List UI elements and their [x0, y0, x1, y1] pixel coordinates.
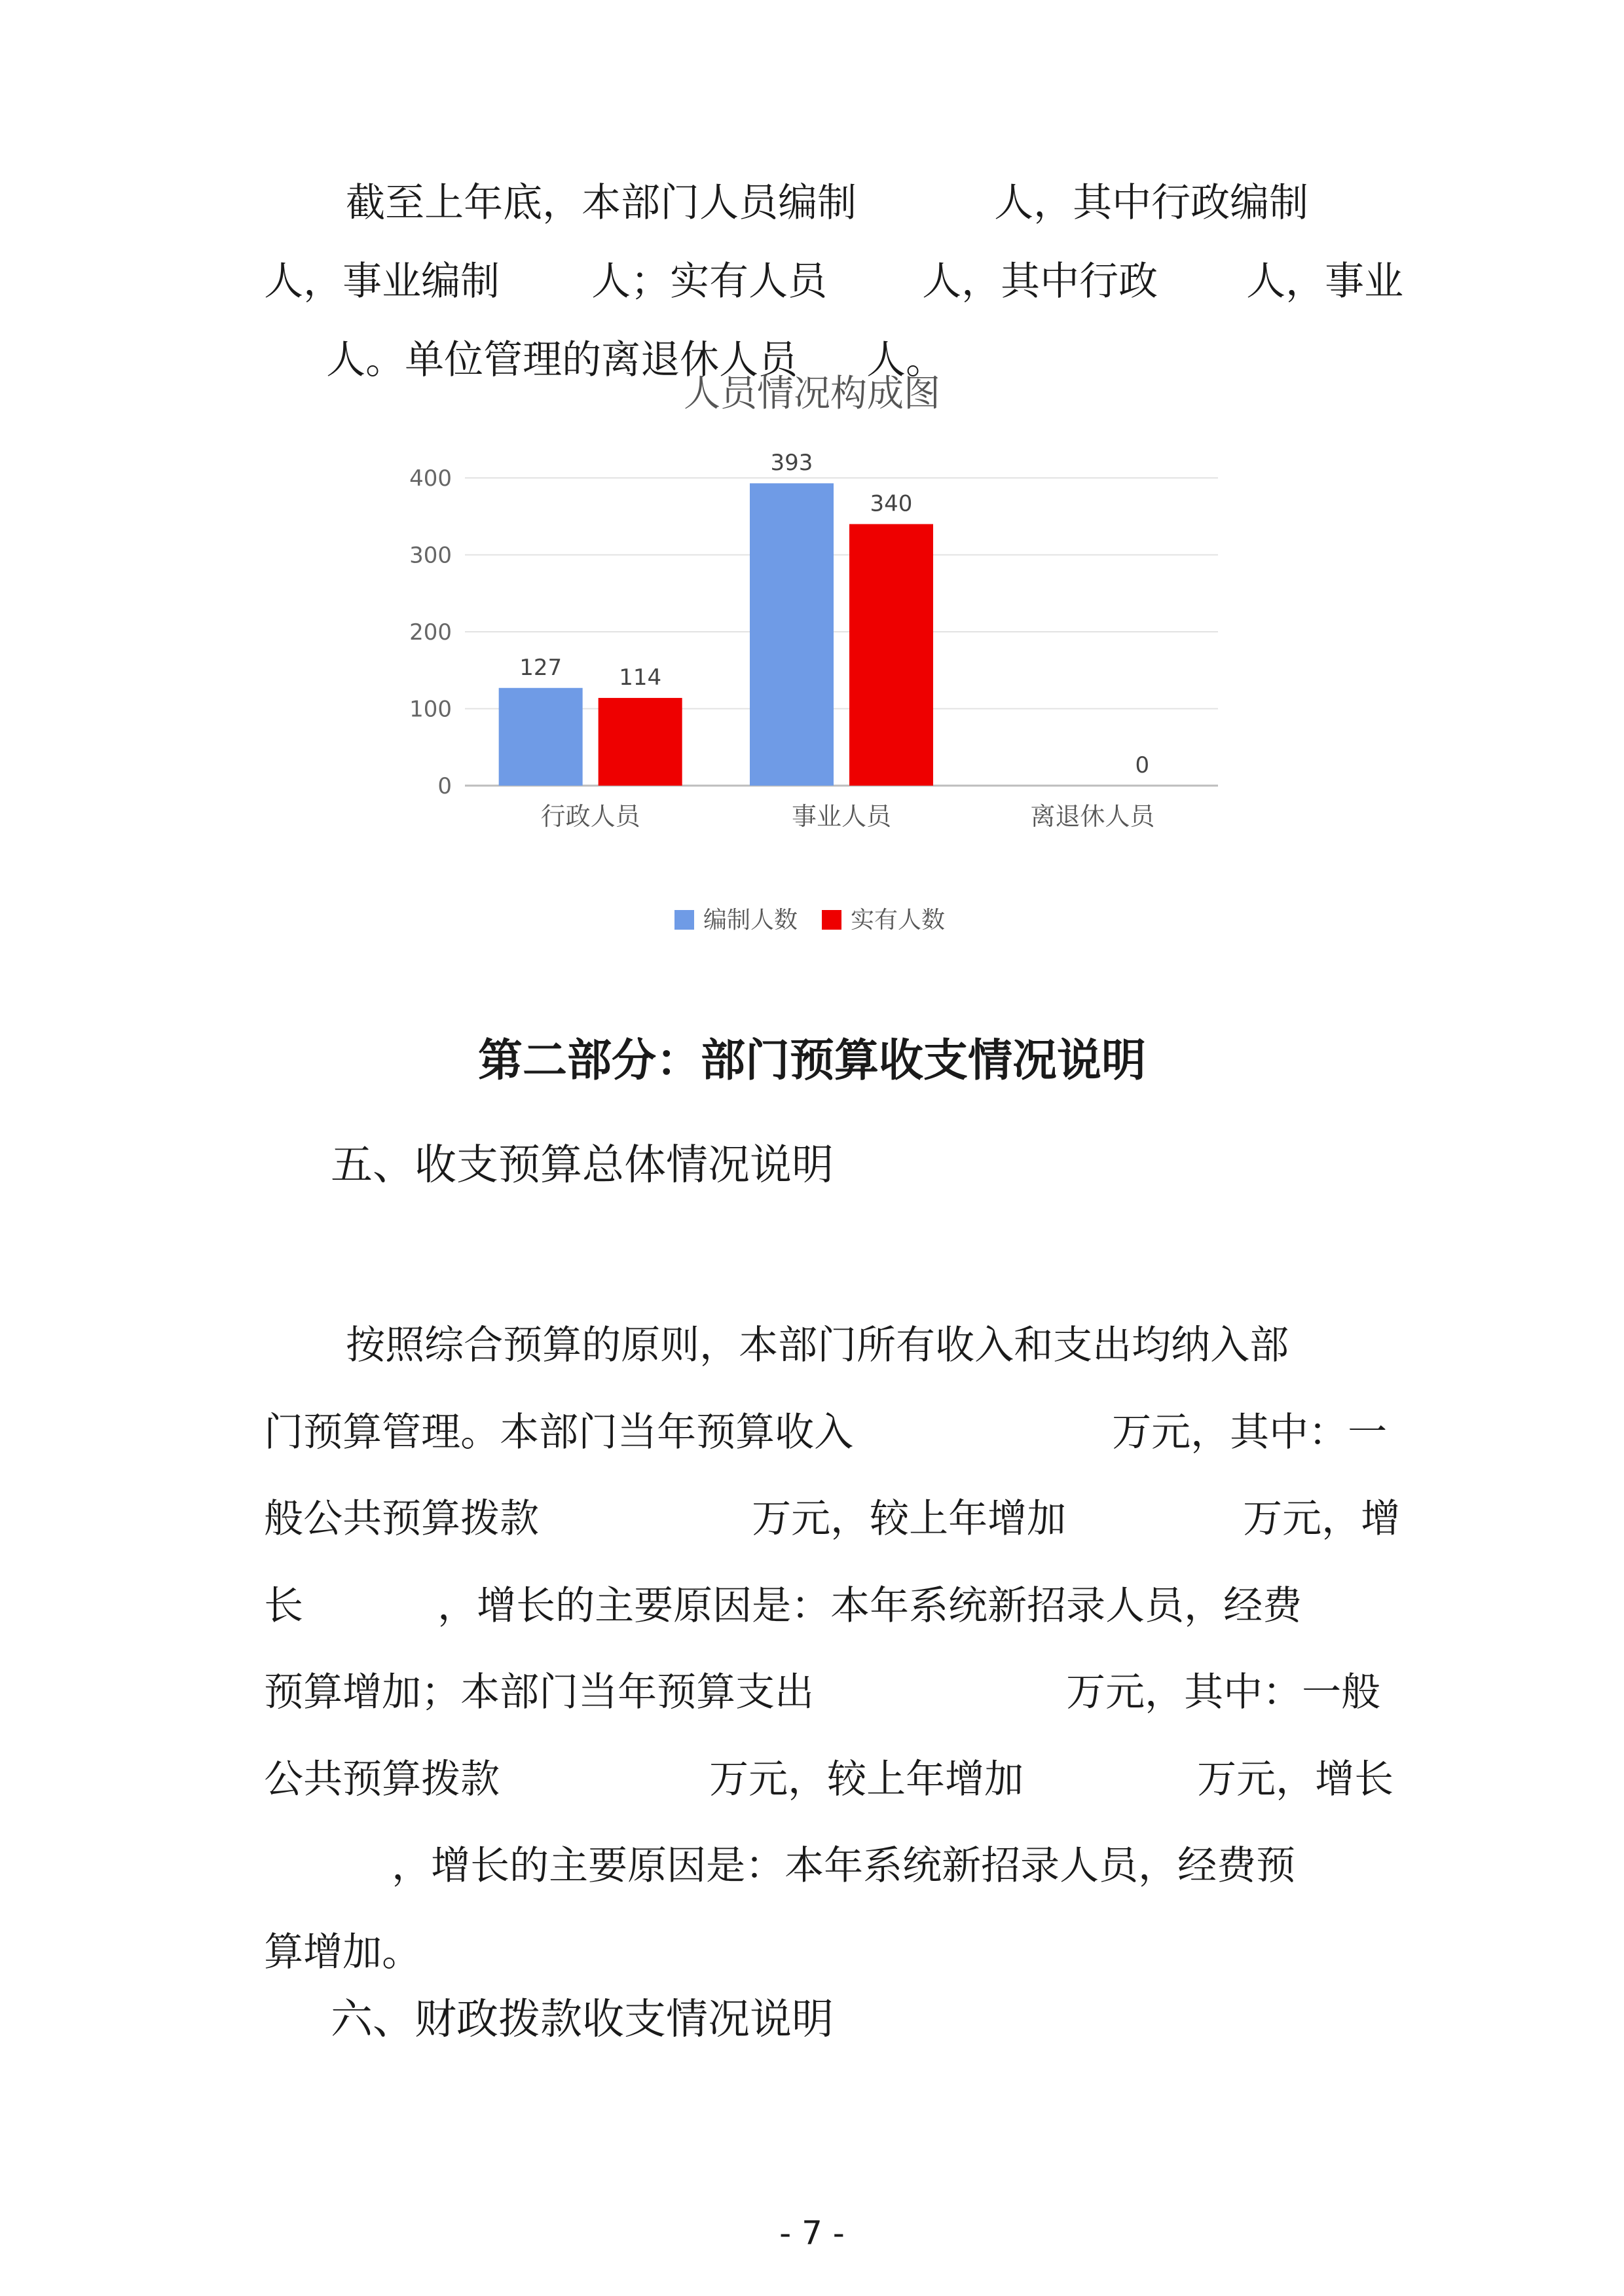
bar-实有人数-事业人员 [849, 524, 933, 786]
intro-text: 人，其中行政 [922, 259, 1158, 304]
chart-bars [499, 483, 933, 786]
legend-swatch [674, 910, 694, 930]
intro-text: 人。 [866, 337, 946, 383]
intro-text: 人。单位管理的离退休人员 [326, 337, 798, 383]
y-tick-label: 100 [409, 696, 452, 723]
intro-text: 人，事业 [1246, 259, 1404, 304]
chart-legend [674, 907, 945, 934]
x-tick-label: 离退休人员 [1030, 802, 1155, 831]
legend-label: 实有人数 [851, 907, 946, 934]
intro-text: 截至上年底，本部门人员编制 [346, 180, 857, 226]
sec5-text: 万元，其中：一 [1112, 1410, 1388, 1455]
sec5-text: 预算增加；本部门当年预算支出 [264, 1669, 815, 1715]
bar-实有人数-行政人员 [599, 698, 682, 786]
bar-编制人数-行政人员 [499, 688, 583, 786]
sec5-text: ，增长的主要原因是：本年系统新招录人员，经费 [437, 1583, 1302, 1629]
intro-text: 人，其中行政编制 [994, 180, 1309, 226]
x-tick-label: 事业人员 [791, 802, 892, 831]
sec5-text: 公共预算拨款 [264, 1757, 500, 1802]
data-label: 127 [519, 654, 563, 681]
sec5-text: 万元，较上年增加 [752, 1496, 1067, 1542]
intro-text: 人，事业编制 [264, 259, 500, 304]
y-tick-label: 400 [409, 465, 452, 492]
intro-line-2d [1221, 203, 1403, 308]
y-tick-label: 200 [409, 619, 452, 646]
y-axis [409, 465, 452, 799]
sec5-text: 按照综合预算的原则，本部门所有收入和支出均纳入部 [346, 1322, 1289, 1368]
sec5-text: 万元，较上年增加 [709, 1757, 1024, 1802]
data-label: 393 [770, 450, 813, 477]
sec5-text: 万元，增 [1243, 1496, 1401, 1542]
sec5-line-8 [239, 1874, 421, 1978]
sec5-text: ，增长的主要原因是：本年系统新招录人员，经费预 [392, 1843, 1296, 1889]
y-tick-label: 0 [437, 773, 452, 799]
staff-composition-chart [354, 357, 1598, 946]
sec5-text: 长 [264, 1583, 304, 1629]
x-tick-label: 行政人员 [540, 802, 640, 831]
sec5-line-7 [367, 1787, 1295, 1892]
bar-编制人数-事业人员 [750, 483, 834, 786]
sec5-text: 算增加。 [264, 1929, 422, 1975]
section6-title: 六、财政拨款收支情况说明 [331, 1995, 834, 2044]
intro-text: 人；实有人员 [591, 259, 828, 304]
legend-swatch [822, 910, 841, 930]
section5-title: 五、收支预算总体情况说明 [331, 1141, 834, 1190]
y-tick-label: 300 [409, 542, 452, 569]
sec5-text: 门预算管理。本部门当年预算收入 [264, 1410, 854, 1455]
page-number: - 7 - [779, 2214, 845, 2252]
legend-label: 编制人数 [703, 907, 798, 934]
sec5-text: 般公共预算拨款 [264, 1496, 540, 1542]
chart-title: 人员情况构成图 [684, 373, 940, 415]
data-label: 0 [1135, 752, 1150, 778]
data-label: 114 [619, 665, 662, 691]
x-axis [541, 802, 1157, 831]
sec5-text: 万元，其中：一般 [1066, 1669, 1381, 1715]
part2-heading: 第二部分：部门预算收支情况说明 [477, 1035, 1146, 1087]
sec5-text: 万元，增长 [1197, 1757, 1394, 1802]
data-label: 340 [870, 490, 913, 517]
